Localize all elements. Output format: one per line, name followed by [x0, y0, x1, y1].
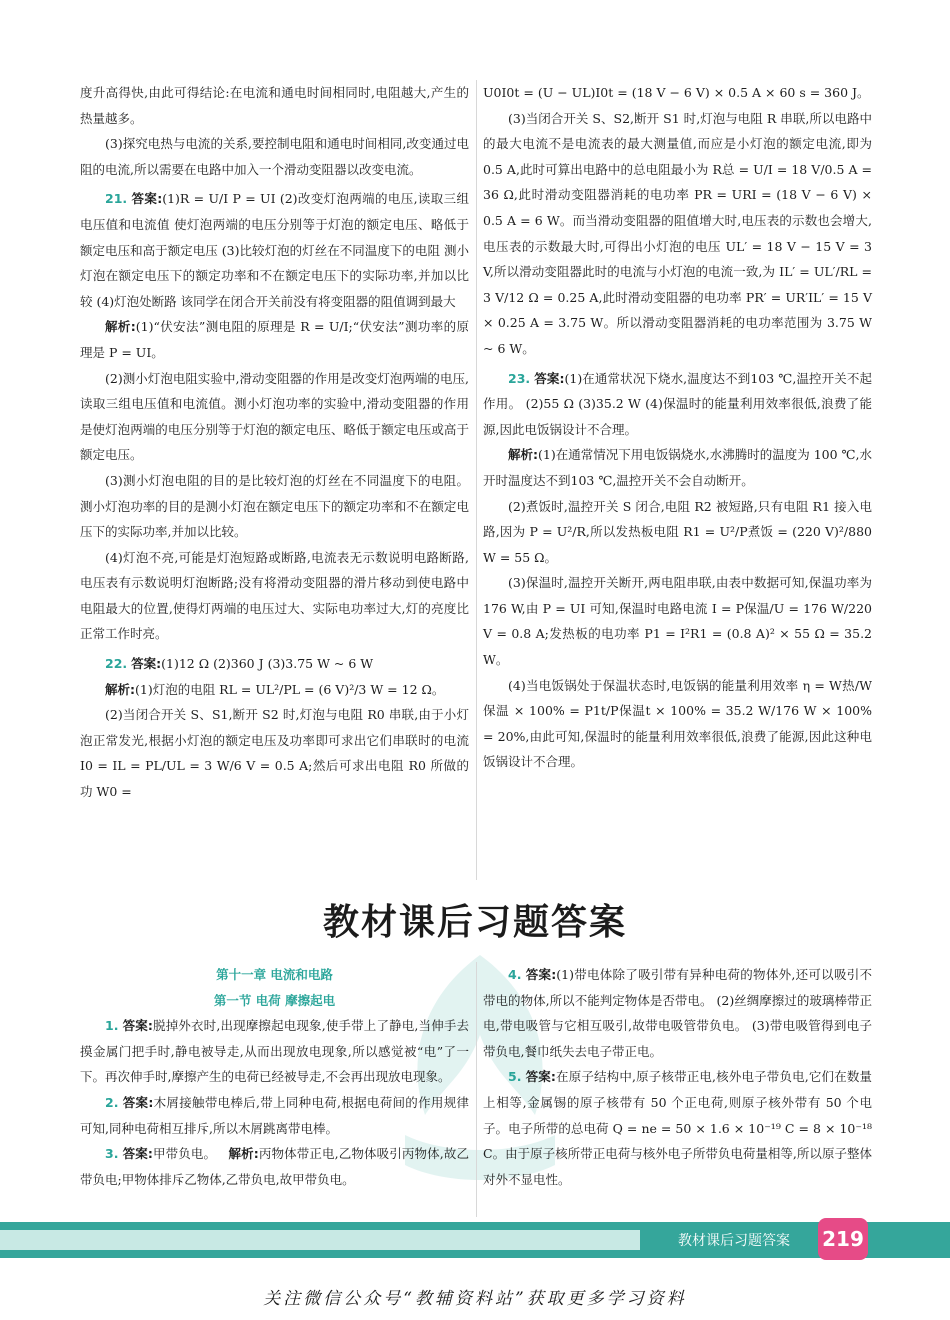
answer-label: 答案:	[534, 370, 565, 386]
answer-label: 答案:	[122, 1094, 154, 1110]
answer-label: 答案:	[131, 656, 162, 672]
question-number: 1.	[105, 1018, 119, 1034]
analysis	[483, 442, 872, 493]
answer-label: 答案:	[525, 967, 557, 982]
question-2	[80, 1090, 469, 1141]
lower-left-column	[80, 962, 469, 1192]
analysis	[80, 314, 469, 365]
question-number: 2.	[105, 1094, 119, 1110]
analysis-text: (1)灯泡的电阻 RL = UL²/PL = (6 V)²/3 W = 12 Ω。	[135, 681, 445, 697]
question-number: 21.	[105, 191, 128, 207]
column-divider	[476, 80, 477, 880]
analysis-text: (1)“伏安法”测电阻的原理是 R = U/I;“伏安法”测功率的原理是 P = UI。	[80, 319, 469, 360]
answer-text: 脱掉外衣时,出现摩擦起电现象,使手带上了静电,当伸手去摸金属门把手时,静电被导走,从而出现放电现象,所以感觉被“电”了一下。再次伸手时,摩擦产生的电荷已经被导走,不会再出现放电现象。	[80, 1018, 470, 1085]
question-22	[80, 651, 469, 677]
question-5	[483, 1064, 872, 1192]
paragraph: (2)当闭合开关 S、S1,断开 S2 时,灯泡与电阻 R0 串联,由于小灯泡正常发光,根据小灯泡的额定电压及功率即可求出它们串联时的电流 I0 = IL = PL/UL = 3 W/6 V = 0.5 A;然后可求出电阻 R0 所做的功 W0 =	[80, 707, 469, 800]
analysis-label: 解析:	[508, 447, 539, 463]
column-divider	[476, 962, 477, 1217]
answer-text: (1)R = U/I P = UI (2)改变灯泡两端的电压,读取三组电压值和电流值 使灯泡两端的电压分别等于灯泡的额定电压、略低于额定电压和高于额定电压 (3)比较灯泡的灯丝在不同温度下的电阻 测小灯泡在额定电压下的额定功率和不在额定电压下的实际功率,并加以比较 (4)灯泡处断路 该同学在闭合开关前没有将变阻器的阻值调到最大	[80, 191, 470, 309]
answer-label: 答案:	[122, 1146, 153, 1162]
analysis-label: 解析:	[228, 1146, 259, 1162]
question-number: 3.	[105, 1146, 119, 1162]
analysis	[80, 677, 469, 703]
answer-text: 在原子结构中,原子核带正电,核外电子带负电,它们在数量上相等,金属锡的原子核带有 50 个正电荷,则原子核外带有 50 个电子。电子所带的总电荷 Q = ne = 50 × 1.6 × 10⁻¹⁹ C = 8 × 10⁻¹⁸ C。由于原子核所带正电荷与核外电子所带负电荷量相等,所以原子整体对外不显电性。	[483, 1069, 873, 1187]
question-1	[80, 1013, 469, 1090]
upper-right-column	[483, 80, 872, 775]
analysis-text: (1)在通常情况下用电饭锅烧水,水沸腾时的温度为 100 ℃,水开时温度达不到103 ℃,温控开关不会自动断开。	[483, 447, 873, 488]
section-title: 教材课后习题答案	[322, 902, 627, 943]
question-number: 23.	[508, 370, 531, 386]
footer-accent-stripe	[0, 1230, 640, 1250]
paragraph: (4)当电饭锅处于保温状态时,电饭锅的能量利用效率 η = W热/W保温 × 100% = P1t/P保温t × 100% = 35.2 W/176 W × 100% = 20%,由此可知,保温时的能量利用效率很低,浪费了能源,因此这种电饭锅设计不合理。	[483, 677, 872, 770]
question-number: 22.	[105, 656, 128, 672]
answer-text: (1)12 Ω (2)360 J (3)3.75 W ~ 6 W	[161, 656, 374, 672]
answer-text: 木屑接触带电棒后,带上同种电荷,根据电荷间的作用规律可知,同种电荷相互排斥,所以木屑跳离带电棒。	[80, 1094, 469, 1136]
analysis-label: 解析:	[105, 681, 135, 697]
answer-label: 答案:	[131, 191, 163, 207]
question-4	[483, 962, 872, 1064]
paragraph: (3)保温时,温控开关断开,两电阻串联,由表中数据可知,保温功率为 176 W,由 P = UI 可知,保温时电路电流 I = P保温/U = 176 W/220 V = 0.8 A;发热板的电功率 P1 = I²R1 = (0.8 A)² × 55 Ω = 35.2 W。	[483, 575, 872, 668]
paragraph: (3)探究电热与电流的关系,要控制电阻和通电时间相同,改变通过电阻的电流,所以需要在电路中加入一个滑动变阻器以改变电流。	[80, 136, 469, 177]
question-3	[80, 1141, 469, 1192]
promo-line: 关注微信公众号“教辅资料站”获取更多学习资料	[263, 1289, 687, 1309]
paragraph: (2)煮饭时,温控开关 S 闭合,电阻 R2 被短路,只有电阻 R1 接入电路,因为 P = U²/R,所以发热板电阻 R1 = U²/P煮饭 = (220 V)²/880 W = 55 Ω。	[483, 498, 872, 565]
answer-text: (1)带电体除了吸引带有异种电荷的物体外,还可以吸引不带电的物体,所以不能判定物体是否带电。 (2)丝绸摩擦过的玻璃棒带正电,带电吸管与它相互吸引,故带电吸管带负电。 (3)带电吸管得到电子带负电,餐巾纸失去电子带正电。	[483, 967, 872, 1059]
paragraph: (3)当闭合开关 S、S2,断开 S1 时,灯泡与电阻 R 串联,所以电路中的最大电流不是电流表的最大测量值,而应是小灯泡的额定电流,即为 0.5 A,此时可算出电路中的总电阻最小为 R总 = U/I = 18 V/0.5 A = 36 Ω,此时滑动变阻器消耗的电功率 PR = URI = (18 V − 6 V) × 0.5 A = 6 W。而当滑动变阻器的阻值增大时,电压表的示数也会增大,电压表的示数最大时,可得出小灯泡的电压 UL′ = 18 V − 15 V = 3 V,所以滑动变阻器此时的电流与小灯泡的电流一致,为 IL′ = UL′/RL = 3 V/12 Ω = 0.25 A,此时滑动变阻器的电功率 PR′ = UR′IL′ = 15 V × 0.25 A = 3.75 W。所以滑动变阻器消耗的电功率范围为 3.75 W ~ 6 W。	[483, 110, 872, 356]
answer-label: 答案:	[525, 1069, 556, 1085]
footer-label: 教材课后习题答案	[678, 1233, 790, 1249]
question-number: 5.	[508, 1069, 522, 1085]
paragraph: U0I0t = (U − UL)I0t = (18 V − 6 V) × 0.5 A × 60 s = 360 J。	[483, 85, 870, 100]
paragraph: (4)灯泡不亮,可能是灯泡短路或断路,电流表无示数说明电路断路,电压表有示数说明灯泡断路;没有将滑动变阻器的滑片移动到使电路中电阻最大的位置,使得灯两端的电压过大、实际电功率过大,灯的亮度比正常工作时亮。	[80, 549, 469, 642]
analysis-text: 丙物体带正电,乙物体吸引丙物体,故乙带负电;甲物体排斥乙物体,乙带负电,故甲带负电。	[80, 1146, 469, 1187]
lower-right-column	[483, 962, 872, 1192]
paragraph: 度升高得快,由此可得结论:在电流和通电时间相同时,电阻越大,产生的热量越多。	[80, 85, 469, 126]
answer-text: (1)在通常状况下烧水,温度达不到103 ℃,温控开关不起作用。 (2)55 Ω (3)35.2 W (4)保温时的能量利用效率很低,浪费了能源,因此电饭锅设计不合理。	[483, 370, 872, 437]
chapter-heading: 第十一章 电流和电路	[216, 967, 333, 982]
page-number: 219	[818, 1218, 868, 1260]
paragraph: (2)测小灯泡电阻实验中,滑动变阻器的作用是改变灯泡两端的电压,读取三组电压值和电流值。测小灯泡功率的实验中,滑动变阻器的作用是使灯泡两端的电压分别等于灯泡的额定电压、略低于额定电压或高于额定电压。	[80, 370, 469, 463]
question-number: 4.	[508, 967, 522, 982]
question-23	[483, 366, 872, 443]
analysis-label: 解析:	[105, 319, 136, 335]
subsection-heading: 第一节 电荷 摩擦起电	[213, 992, 336, 1008]
answer-text: 甲带负电。	[152, 1146, 217, 1162]
question-21	[80, 186, 469, 314]
paragraph: (3)测小灯泡电阻的目的是比较灯泡的灯丝在不同温度下的电阻。测小灯泡功率的目的是测小灯泡在额定电压下的额定功率和不在额定电压下的实际功率,并加以比较。	[80, 472, 469, 540]
answer-label: 答案:	[122, 1018, 153, 1034]
upper-left-column	[80, 80, 469, 805]
